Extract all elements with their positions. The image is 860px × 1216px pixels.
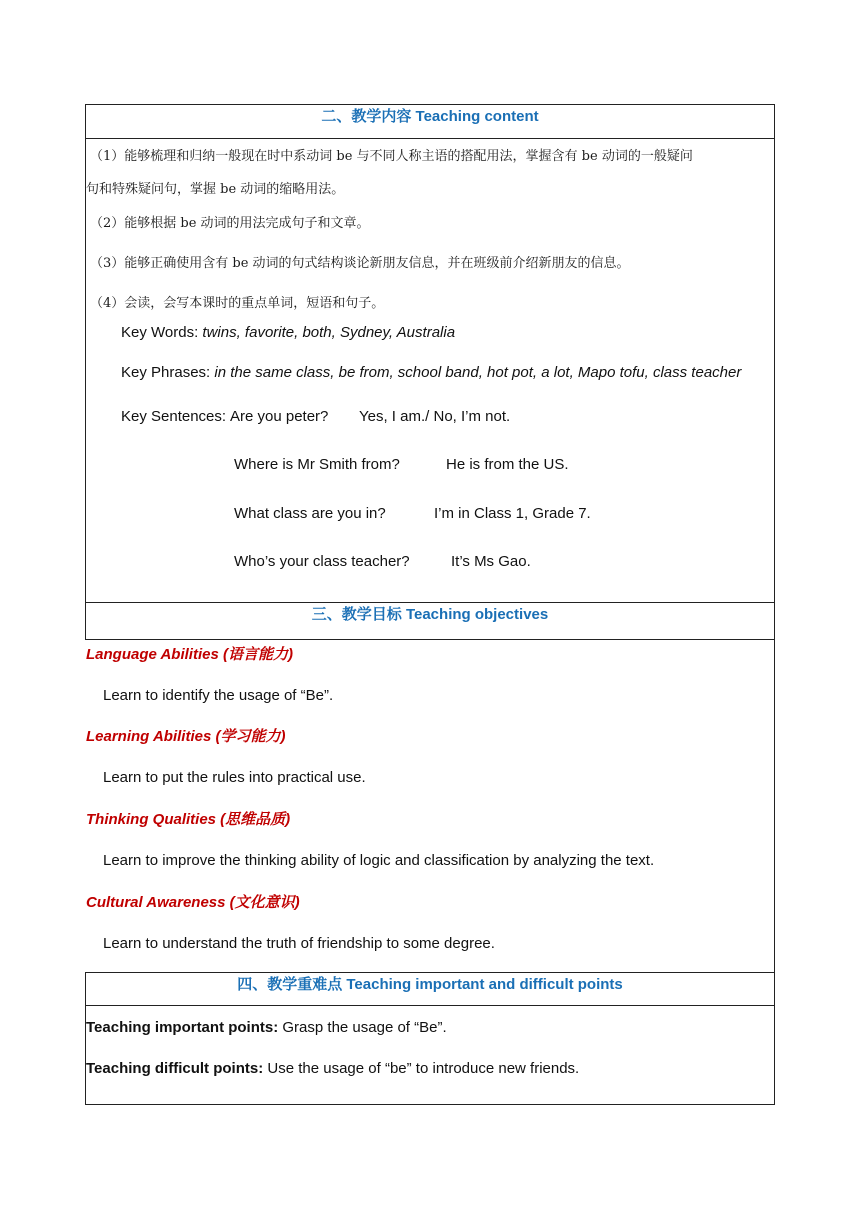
important-points-line [86, 1018, 447, 1038]
objective-learning-title: Learning Abilities (学习能力) [86, 728, 286, 745]
key-words-label: Key Words: [121, 324, 203, 341]
sentence-1-answer: Yes, I am./ No, I’m not. [359, 408, 511, 425]
key-words: twins, favorite, both, Sydney, Australia [202, 324, 456, 341]
important-points-label: Teaching important points: [86, 1019, 279, 1036]
teaching-points-header: 四、教学重难点 Teaching important and difficult points [237, 976, 623, 993]
sentence-4-question: Who’s your class teacher? [234, 553, 410, 570]
key-words-line [121, 323, 455, 343]
table-border-section3-top [85, 972, 775, 973]
difficult-points-line [86, 1059, 579, 1079]
content-item-1-line1: （1）能够梳理和归纳一般现在时中系动词 be 与不同人称主语的搭配用法，掌握含有 be 动词的一般疑问 [90, 149, 693, 164]
objective-cultural-text: Learn to understand the truth of friendship to some degree. [103, 935, 495, 952]
key-sentences-label: Key Sentences: [121, 408, 227, 425]
table-border-section2-bottom [85, 639, 775, 640]
table-border-section2-top [85, 602, 775, 603]
teaching-objectives-header: 三、教学目标 Teaching objectives [311, 606, 549, 623]
table-border-section3-bottom [85, 1005, 775, 1006]
objective-thinking-title: Thinking Qualities (思维品质) [86, 811, 291, 828]
objective-language-title: Language Abilities (语言能力) [86, 646, 293, 663]
sentence-3-answer: I’m in Class 1, Grade 7. [434, 505, 591, 522]
content-item-1-line2: 句和特殊疑问句，掌握 be 动词的缩略用法。 [86, 182, 345, 197]
key-phrases-label: Key Phrases: [121, 364, 215, 381]
sentence-4-answer: It’s Ms Gao. [451, 553, 531, 570]
objective-thinking-text: Learn to improve the thinking ability of logic and classification by analyzing the text. [103, 852, 655, 869]
teaching-content-header: 二、教学内容 Teaching content [321, 108, 539, 125]
key-phrases-line [121, 363, 741, 383]
sentence-3-question: What class are you in? [234, 505, 386, 522]
content-item-2: （2）能够根据 be 动词的用法完成句子和文章。 [90, 216, 370, 231]
difficult-points-text: Use the usage of “be” to introduce new friends. [263, 1060, 580, 1077]
sentence-1-question: Are you peter? [230, 408, 329, 425]
key-phrases: in the same class, be from, school band, hot pot, a lot, Mapo tofu, class teacher [214, 364, 742, 381]
table-border-top [85, 104, 775, 105]
important-points-text: Grasp the usage of “Be”. [278, 1019, 447, 1036]
table-border-right [774, 104, 775, 1104]
objective-cultural-title: Cultural Awareness (文化意识) [86, 894, 300, 911]
objective-learning-text: Learn to put the rules into practical use. [103, 769, 366, 786]
sentence-2-question: Where is Mr Smith from? [234, 456, 400, 473]
objective-language-text: Learn to identify the usage of “Be”. [103, 687, 334, 704]
difficult-points-label: Teaching difficult points: [86, 1060, 264, 1077]
content-item-4: （4）会读，会写本课时的重点单词，短语和句子。 [90, 296, 385, 311]
table-border-header1 [85, 138, 775, 139]
content-item-3: （3）能够正确使用含有 be 动词的句式结构谈论新朋友信息，并在班级前介绍新朋友的信息。 [90, 256, 630, 271]
table-border-bottom [85, 1104, 775, 1105]
sentence-2-answer: He is from the US. [446, 456, 569, 473]
